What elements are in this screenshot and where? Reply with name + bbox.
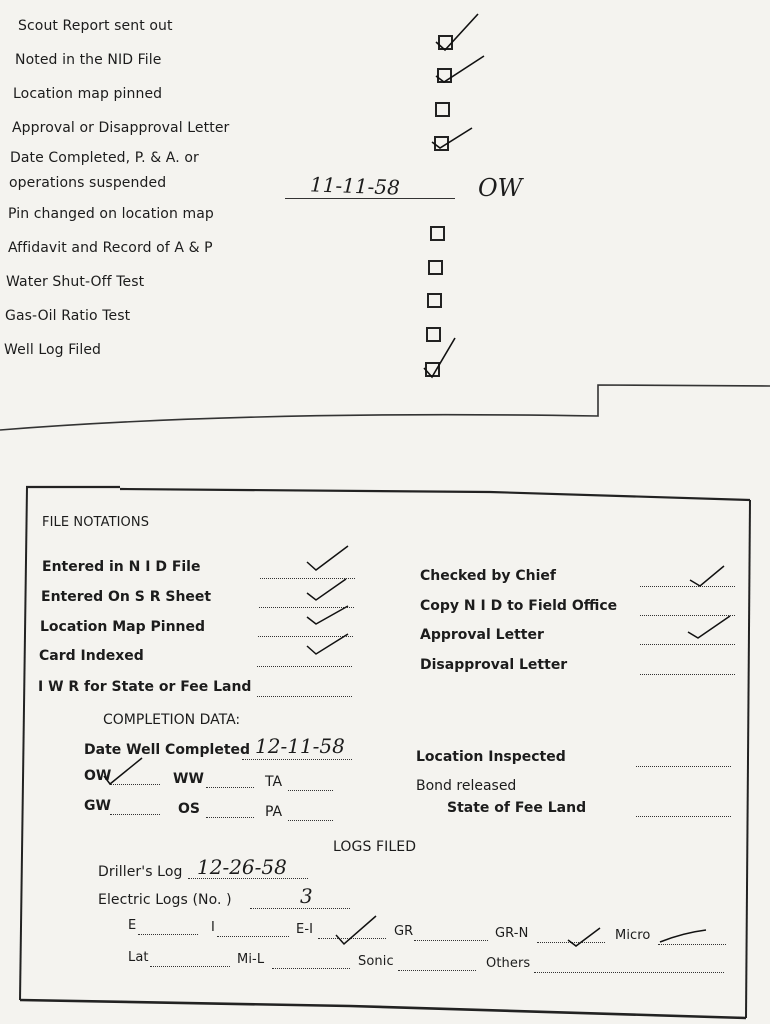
logs-filed-heading: LOGS FILED	[333, 839, 417, 855]
date-well-completed-value: 12-11-58	[255, 734, 345, 758]
fn-label-iwr: I W R for State or Fee Land	[38, 679, 252, 695]
ow-label: OW	[84, 768, 112, 784]
log-sonic: Sonic	[358, 954, 394, 969]
gw-label: GW	[84, 798, 111, 814]
fn-label-location-map: Location Map Pinned	[40, 619, 206, 635]
checklist-label-well-log-filed: Well Log Filed	[4, 342, 102, 358]
fn-label-nid-file: Entered in N I D File	[42, 559, 201, 575]
checklist-label-location-map: Location map pinned	[13, 86, 163, 102]
log-mi-l: Mi-L	[237, 952, 265, 967]
electric-logs-value: 3	[300, 884, 313, 908]
log-i: I	[211, 920, 215, 935]
checklist-label-gas-oil-ratio: Gas-Oil Ratio Test	[5, 308, 131, 324]
checklist-label-date-completed: Date Completed, P. & A. or	[10, 150, 199, 166]
ow-handwritten: OW	[478, 174, 523, 202]
fn-label-card-indexed: Card Indexed	[39, 648, 144, 664]
ww-label: WW	[173, 771, 204, 787]
electric-logs-label: Electric Logs (No. )	[98, 892, 232, 908]
fn-label-checked-by-chief: Checked by Chief	[420, 568, 557, 584]
location-inspected-label: Location Inspected	[416, 749, 566, 765]
checklist-label-nid-file: Noted in the NID File	[15, 52, 162, 68]
completion-heading: COMPLETION DATA:	[103, 712, 241, 728]
checklist-label-scout-report: Scout Report sent out	[18, 18, 173, 34]
checklist-label-affidavit: Affidavit and Record of A & P	[8, 240, 213, 256]
date-completed-handwritten: 11-11-58	[309, 172, 401, 200]
bond-released-label: Bond released	[416, 778, 517, 794]
file-notations-title: FILE NOTATIONS	[42, 515, 150, 530]
log-gr-n: GR-N	[495, 926, 529, 941]
log-gr: GR	[394, 924, 414, 939]
fn-label-copy-nid: Copy N I D to Field Office	[420, 598, 618, 614]
checklist-label-approval-letter: Approval or Disapproval Letter	[12, 120, 230, 136]
checklist-label-operations-suspended: operations suspended	[9, 175, 167, 191]
log-others: Others	[486, 956, 531, 971]
state-fee-land-label: State of Fee Land	[447, 800, 587, 816]
drillers-log-value: 12-26-58	[197, 855, 287, 879]
date-well-completed-label: Date Well Completed	[84, 742, 251, 758]
pa-label: PA	[265, 804, 283, 820]
log-e: E	[128, 918, 137, 933]
fn-label-sr-sheet: Entered On S R Sheet	[41, 589, 212, 605]
fn-label-disapproval-letter: Disapproval Letter	[420, 657, 568, 673]
log-e-i: E-I	[296, 922, 314, 937]
log-lat: Lat	[128, 950, 149, 965]
checklist-label-pin-changed: Pin changed on location map	[8, 206, 214, 222]
fn-label-approval-letter: Approval Letter	[420, 627, 544, 643]
os-label: OS	[178, 801, 200, 817]
ta-label: TA	[265, 774, 283, 790]
log-micro: Micro	[615, 928, 651, 943]
drillers-log-label: Driller's Log	[98, 864, 183, 880]
checklist-label-water-shutoff: Water Shut-Off Test	[6, 274, 145, 290]
